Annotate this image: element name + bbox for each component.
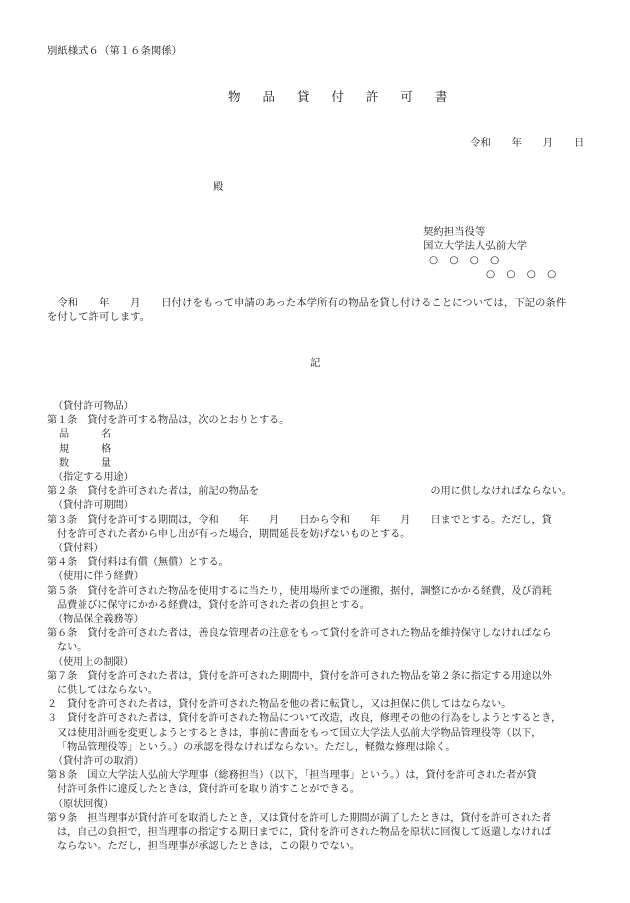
issuer-block: [423, 225, 560, 281]
intro-line: 令和 年 月 日付けをもって申請のあった本学所有の物品を貸し付けることについては，下記の条件: [47, 297, 567, 309]
item-row: [47, 457, 592, 471]
article-continuation: は，自己の負担で，担当理事の指定する期日までに，貸付を許可された物品を原状に回復して返還しなければ: [57, 827, 552, 839]
article-caption: （物品保全義務等）: [53, 614, 144, 626]
article-line: 第６条 貸付を許可された者は，善良な管理者の注意をもって貸付を許可された物品を維持保守しなければなら: [47, 628, 552, 640]
issuer-org: 国立大学法人弘前大学: [423, 240, 527, 252]
article-caption: （貸付許可期間）: [53, 500, 134, 512]
item-value: 量: [101, 457, 112, 469]
issuer-role: 契約担当役等: [423, 226, 486, 238]
item-key: 品: [59, 429, 70, 441]
intro-paragraph: [47, 296, 566, 324]
article-continuation: 付を許可された者から申し出が有った場合，期間延長を妨げないものとする。: [57, 528, 411, 540]
intro-line: を付して許可します。: [47, 311, 151, 323]
article-line: ２ 貸付を許可された者は，貸付を許可された物品を他の者に転貸し，又は担保に供してはならない。: [47, 699, 512, 711]
article-continuation: ならない。ただし，担当理事が承認したときは，この限りでない。: [57, 841, 360, 853]
article-line: 第８条 国立大学法人弘前大学理事（総務担当）（以下，「担当理事」という。）は，貸付を許可された者が貸: [47, 770, 537, 782]
article-continuation: 付許可条件に違反したときは，貸付許可を取り消すことができる。: [57, 784, 360, 796]
article-continuation: 又は使用計画を変更しようとするときは，事前に書面をもって国立大学法人弘前大学物品管理役等（以下，: [57, 727, 542, 739]
form-id-label: 別紙様式６（第１６条関係）: [47, 45, 183, 57]
article-caption: （貸付許可の取消）: [53, 756, 144, 768]
article-line: 第４条 貸付料は有償（無償）とする。: [47, 557, 229, 569]
item-row: [47, 443, 592, 457]
article-caption: （使用上の制限）: [53, 656, 134, 668]
ki-heading: 記: [310, 357, 321, 369]
article-continuation: 「物品管理役等」という。）の承認を得なければならない。ただし，軽微な修理は除く。: [57, 741, 456, 753]
date-line: 令和 年 月 日: [470, 137, 585, 149]
article-line: 第２条 貸付を許可された者は，前記の物品を の用に供しなければならない。: [47, 486, 572, 498]
article-continuation: 品費並びに保守にかかる経費は，貸付を許可された者の負担とする。: [57, 599, 370, 611]
item-value: 格: [101, 443, 112, 455]
article-line: ３ 貸付を許可された者は，貸付を許可された物品について改造，改良，修理その他の行為をしようとするとき，: [47, 713, 562, 725]
item-value: 名: [101, 429, 112, 441]
article-continuation: ない。: [57, 642, 88, 654]
item-row: [47, 428, 592, 442]
document-title: 物 品 貸 付 許 可 書: [228, 89, 457, 104]
issuer-name-placeholder-1: ○ ○ ○ ○: [429, 254, 504, 266]
article-line: 第７条 貸付を許可された者は，貸付を許可された期間中，貸付を許可された物品を第２条に指定する用途以外: [47, 670, 552, 682]
article-line: 第１条 貸付を許可する物品は，次のとおりとする。: [47, 415, 290, 427]
article-line: 第９条 担当理事が貸付許可を取消したとき，又は貸付を許可した期間が満了したときは，貸付を許可された者: [47, 812, 552, 824]
article-caption: （貸付料）: [53, 543, 104, 555]
issuer-name-placeholder-2: ○ ○ ○ ○: [486, 268, 561, 280]
article-caption: （貸付許可物品）: [53, 401, 134, 412]
article-line: 第５条 貸付を許可された物品を使用するに当たり，使用場所までの運搬，据付，調整にかかる経費，及び消耗: [47, 585, 552, 597]
addressee-suffix: 殿: [213, 181, 224, 193]
article-caption: （原状回復）: [53, 798, 114, 810]
article-caption: （使用に伴う経費）: [53, 571, 144, 583]
articles-list: [47, 400, 592, 855]
item-key: 規: [59, 443, 70, 455]
article-line: 第３条 貸付を許可する期間は，令和 年 月 日から令和 年 月 日までとする。ただし，貸: [47, 514, 552, 526]
article-caption: （指定する用途）: [53, 472, 134, 484]
item-key: 数: [59, 457, 70, 469]
article-continuation: に供してはならない。: [57, 685, 158, 697]
